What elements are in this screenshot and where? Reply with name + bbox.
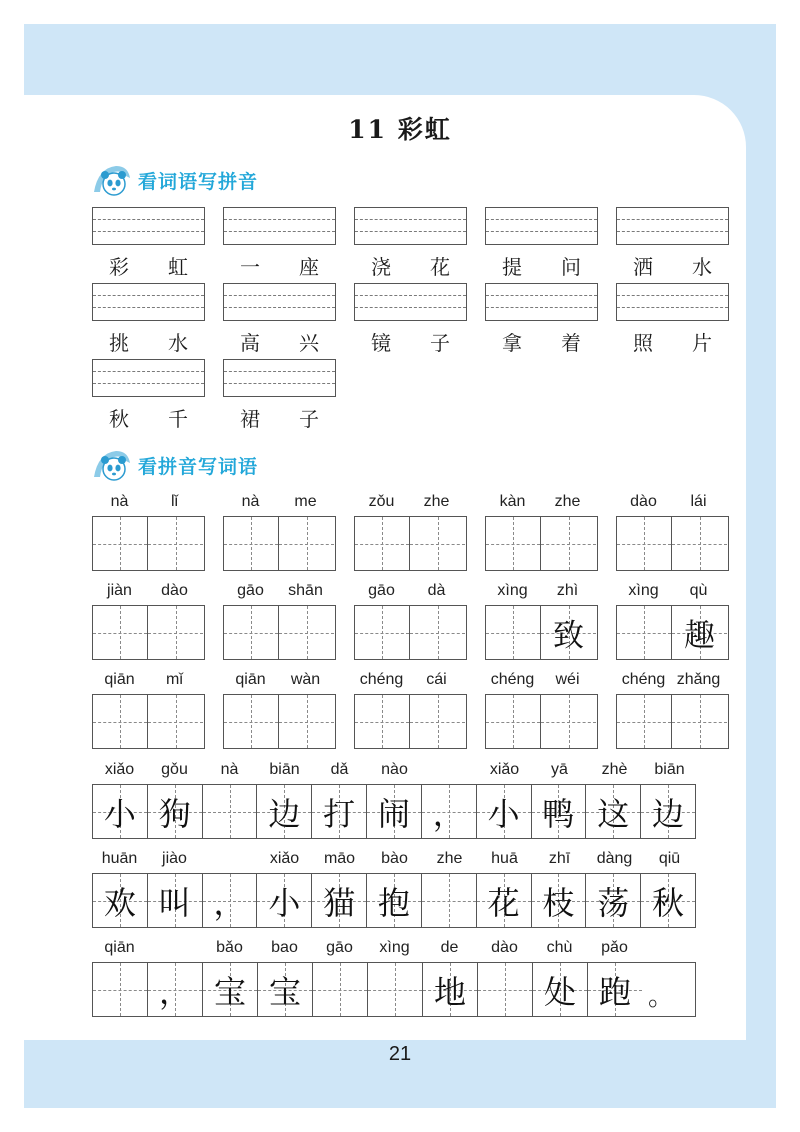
- writing-cell[interactable]: [93, 963, 148, 1016]
- pinyin-syllable: qiān: [235, 671, 266, 688]
- pinyin-syllable: gǒu: [161, 761, 188, 778]
- writing-cell[interactable]: [148, 517, 203, 570]
- given-character: [93, 963, 147, 1016]
- writing-cell[interactable]: [313, 963, 368, 1016]
- writing-cell[interactable]: [312, 874, 367, 927]
- word-writing-grid: [354, 605, 467, 660]
- pinyin-syllable: dà: [427, 582, 446, 599]
- word-character: 浇: [371, 255, 391, 279]
- writing-cell[interactable]: [203, 785, 258, 838]
- sentence-end-mark: 。: [648, 982, 675, 1012]
- pinyin-syllable: gāo: [326, 939, 353, 956]
- writing-cell[interactable]: [541, 606, 596, 659]
- pinyin-syllable: de: [440, 939, 459, 956]
- word-character: 秋: [109, 407, 129, 431]
- given-character: 闹: [377, 794, 410, 833]
- pinyin-syllable: zǒu: [368, 493, 395, 510]
- writing-cell[interactable]: [672, 606, 727, 659]
- word-writing-grid: [92, 516, 205, 571]
- writing-cell[interactable]: [617, 517, 672, 570]
- writing-cell[interactable]: [586, 785, 641, 838]
- pinyin-syllable: nà: [241, 493, 260, 510]
- given-character: [368, 963, 422, 1016]
- given-character: [224, 517, 278, 570]
- word-character: 洒: [633, 255, 653, 279]
- given-character: 猫: [323, 883, 356, 922]
- given-character: 处: [543, 972, 576, 1011]
- pinyin-syllable: wéi: [555, 671, 580, 688]
- sentence-writing-grid: [92, 962, 696, 1017]
- section-label: 看拼音写词语: [138, 455, 259, 478]
- writing-cell[interactable]: [224, 517, 279, 570]
- writing-cell[interactable]: [617, 606, 672, 659]
- writing-cell[interactable]: [148, 963, 203, 1016]
- writing-cell[interactable]: [410, 517, 465, 570]
- word-character: 子: [299, 407, 319, 431]
- writing-cell[interactable]: [257, 874, 312, 927]
- pinyin-syllable: qù: [689, 582, 708, 599]
- writing-cell[interactable]: [410, 606, 465, 659]
- writing-cell[interactable]: [279, 695, 334, 748]
- writing-cell[interactable]: [258, 963, 313, 1016]
- pinyin-answer-box[interactable]: [354, 207, 467, 245]
- pinyin-syllable: nà: [220, 761, 239, 778]
- pinyin-syllable: me: [294, 493, 317, 510]
- pinyin-syllable: qiū: [658, 850, 681, 867]
- given-character: [93, 517, 147, 570]
- word-writing-grid: [616, 516, 729, 571]
- panda-icon: [92, 162, 132, 198]
- word-character: 兴: [299, 331, 319, 355]
- given-character: 打: [323, 794, 356, 833]
- writing-cell[interactable]: [203, 874, 258, 927]
- given-character: 小: [103, 794, 136, 833]
- writing-cell[interactable]: [279, 517, 334, 570]
- pinyin-syllable: xiǎo: [489, 761, 520, 778]
- writing-cell[interactable]: [586, 874, 641, 927]
- pinyin-answer-box[interactable]: [92, 207, 205, 245]
- word-writing-grid: [92, 694, 205, 749]
- pinyin-syllable: dào: [630, 493, 657, 510]
- given-character: ，: [432, 794, 465, 833]
- writing-cell[interactable]: [477, 874, 532, 927]
- given-character: [410, 695, 465, 748]
- given-character: [672, 695, 727, 748]
- word-character: 彩: [109, 255, 129, 279]
- word-character: 裙: [240, 407, 260, 431]
- writing-cell[interactable]: [422, 785, 477, 838]
- writing-cell[interactable]: [367, 874, 422, 927]
- word-character: 着: [561, 331, 581, 355]
- given-character: [486, 517, 540, 570]
- given-character: [672, 517, 727, 570]
- word-character: 问: [561, 255, 581, 279]
- word-character: 座: [299, 255, 319, 279]
- pinyin-syllable: dào: [491, 939, 518, 956]
- given-character: [422, 874, 476, 927]
- pinyin-syllable: shān: [288, 582, 323, 599]
- given-character: [93, 606, 147, 659]
- pinyin-answer-box[interactable]: [92, 283, 205, 321]
- pinyin-syllable: zhè: [601, 761, 628, 778]
- writing-cell[interactable]: [541, 695, 596, 748]
- given-character: [410, 606, 465, 659]
- given-character: 致: [553, 618, 584, 654]
- word-character: 一: [240, 255, 260, 279]
- word-writing-grid: [223, 516, 336, 571]
- given-character: ，: [158, 972, 191, 1011]
- section-header-write-words: [92, 445, 258, 485]
- word-character: 千: [168, 407, 188, 431]
- given-character: 狗: [158, 794, 191, 833]
- word-writing-grid: [223, 605, 336, 660]
- given-character: [148, 517, 203, 570]
- word-character: 虹: [168, 255, 188, 279]
- writing-cell[interactable]: [410, 695, 465, 748]
- writing-cell[interactable]: [224, 606, 279, 659]
- writing-cell[interactable]: [93, 606, 148, 659]
- writing-cell[interactable]: [486, 606, 541, 659]
- writing-cell[interactable]: [532, 785, 587, 838]
- writing-cell[interactable]: [368, 963, 423, 1016]
- given-character: [486, 695, 540, 748]
- pinyin-syllable: xiǎo: [104, 761, 135, 778]
- writing-cell[interactable]: [148, 695, 203, 748]
- given-character: [93, 695, 147, 748]
- writing-cell[interactable]: [477, 785, 532, 838]
- word-character: 子: [430, 331, 450, 355]
- word-character: 花: [430, 255, 450, 279]
- writing-cell[interactable]: [93, 785, 148, 838]
- given-character: 秋: [652, 883, 685, 922]
- writing-cell[interactable]: [641, 874, 695, 927]
- word-character: 照: [633, 331, 653, 355]
- pinyin-syllable: zhī: [548, 850, 571, 867]
- writing-cell[interactable]: [486, 695, 541, 748]
- pinyin-syllable: bǎo: [216, 939, 243, 956]
- given-character: [617, 695, 671, 748]
- given-character: 叫: [158, 883, 191, 922]
- given-character: [224, 606, 278, 659]
- pinyin-answer-box[interactable]: [223, 359, 336, 397]
- given-character: [617, 606, 671, 659]
- writing-cell[interactable]: [641, 785, 695, 838]
- pinyin-syllable: huān: [101, 850, 138, 867]
- pinyin-syllable: huā: [491, 850, 518, 867]
- pinyin-syllable: nào: [381, 761, 408, 778]
- pinyin-syllable: dàng: [596, 850, 633, 867]
- given-character: 欢: [103, 883, 136, 922]
- pinyin-syllable: zhe: [423, 493, 450, 510]
- pinyin-syllable: cái: [426, 671, 447, 688]
- given-character: [313, 963, 367, 1016]
- word-writing-grid: [485, 694, 598, 749]
- pinyin-answer-box[interactable]: [485, 283, 598, 321]
- word-writing-grid: [485, 516, 598, 571]
- writing-cell[interactable]: [541, 517, 596, 570]
- word-writing-grid: [92, 605, 205, 660]
- pinyin-syllable: bào: [381, 850, 408, 867]
- given-character: [486, 606, 540, 659]
- pinyin-syllable: lǐ: [170, 493, 179, 510]
- word-character: 片: [692, 331, 712, 355]
- pinyin-syllable: zhǎng: [676, 671, 721, 688]
- word-writing-grid: [616, 694, 729, 749]
- given-character: [279, 695, 334, 748]
- writing-cell[interactable]: [93, 517, 148, 570]
- pinyin-syllable: yā: [551, 761, 568, 778]
- writing-cell[interactable]: [617, 695, 672, 748]
- pinyin-syllable: dǎ: [330, 761, 349, 778]
- pinyin-syllable: zhe: [436, 850, 463, 867]
- given-character: [478, 963, 532, 1016]
- writing-cell[interactable]: [672, 517, 727, 570]
- writing-cell[interactable]: [224, 695, 279, 748]
- given-character: [279, 606, 334, 659]
- word-writing-grid: [354, 516, 467, 571]
- word-character: 水: [692, 255, 712, 279]
- pinyin-syllable: chù: [546, 939, 573, 956]
- word-character: 提: [502, 255, 522, 279]
- section-label: 看词语写拼音: [138, 170, 259, 193]
- pinyin-answer-box[interactable]: [354, 283, 467, 321]
- word-character: 高: [240, 331, 260, 355]
- sentence-writing-grid: [92, 873, 696, 928]
- pinyin-syllable: chéng: [490, 671, 535, 688]
- given-character: [541, 695, 596, 748]
- given-character: 荡: [597, 883, 630, 922]
- pinyin-answer-box[interactable]: [92, 359, 205, 397]
- given-character: 宝: [268, 972, 301, 1011]
- writing-cell[interactable]: [203, 963, 258, 1016]
- given-character: [617, 517, 671, 570]
- given-character: 边: [268, 794, 301, 833]
- writing-cell[interactable]: [279, 606, 334, 659]
- pinyin-syllable: dào: [161, 582, 188, 599]
- writing-cell[interactable]: [148, 785, 203, 838]
- writing-cell[interactable]: [148, 606, 203, 659]
- pinyin-syllable: jiào: [162, 850, 187, 867]
- given-character: 趣: [684, 618, 715, 654]
- word-writing-grid: [354, 694, 467, 749]
- given-character: 小: [487, 794, 520, 833]
- pinyin-syllable: nà: [110, 493, 129, 510]
- writing-cell[interactable]: [672, 695, 727, 748]
- pinyin-syllable: wàn: [290, 671, 321, 688]
- pinyin-syllable: xiǎo: [269, 850, 300, 867]
- writing-cell[interactable]: [422, 874, 477, 927]
- pinyin-syllable: zhì: [556, 582, 579, 599]
- section-header-write-pinyin: [92, 160, 258, 200]
- given-character: [224, 695, 278, 748]
- word-character: 拿: [502, 331, 522, 355]
- pinyin-answer-box[interactable]: [223, 283, 336, 321]
- pinyin-answer-box[interactable]: [485, 207, 598, 245]
- writing-cell[interactable]: [532, 874, 587, 927]
- word-character: 水: [168, 331, 188, 355]
- given-character: 枝: [542, 883, 575, 922]
- pinyin-syllable: māo: [323, 850, 356, 867]
- word-character: 挑: [109, 331, 129, 355]
- given-character: 边: [652, 794, 685, 833]
- writing-cell[interactable]: [93, 695, 148, 748]
- pinyin-syllable: bao: [271, 939, 298, 956]
- writing-cell[interactable]: [355, 606, 410, 659]
- pinyin-answer-box[interactable]: [616, 207, 729, 245]
- panda-icon: [92, 447, 132, 483]
- given-character: 跑: [598, 972, 631, 1011]
- sentence-writing-grid: [92, 784, 696, 839]
- writing-cell[interactable]: [478, 963, 533, 1016]
- pinyin-answer-box[interactable]: [616, 283, 729, 321]
- pinyin-syllable: xìng: [628, 582, 659, 599]
- given-character: 鸭: [542, 794, 575, 833]
- given-character: 这: [597, 794, 630, 833]
- pinyin-syllable: pǎo: [601, 939, 628, 956]
- pinyin-syllable: xìng: [379, 939, 410, 956]
- given-character: [355, 606, 409, 659]
- pinyin-syllable: zhe: [554, 493, 581, 510]
- writing-cell[interactable]: [355, 695, 410, 748]
- pinyin-syllable: xìng: [497, 582, 528, 599]
- pinyin-syllable: kàn: [499, 493, 526, 510]
- writing-cell[interactable]: [312, 785, 367, 838]
- pinyin-syllable: gāo: [237, 582, 264, 599]
- given-character: 宝: [213, 972, 246, 1011]
- given-character: [148, 606, 203, 659]
- pinyin-syllable: mǐ: [166, 671, 183, 688]
- given-character: [279, 517, 334, 570]
- word-writing-grid: [616, 605, 729, 660]
- given-character: [410, 517, 465, 570]
- given-character: [355, 695, 409, 748]
- page-number: 21: [388, 1043, 412, 1065]
- writing-cell[interactable]: [148, 874, 203, 927]
- given-character: [355, 517, 409, 570]
- given-character: [203, 785, 257, 838]
- pinyin-syllable: biān: [654, 761, 685, 778]
- pinyin-syllable: chéng: [359, 671, 404, 688]
- writing-cell[interactable]: [367, 785, 422, 838]
- given-character: 地: [433, 972, 466, 1011]
- pinyin-syllable: chéng: [621, 671, 666, 688]
- writing-cell[interactable]: [588, 963, 642, 1016]
- pinyin-syllable: gāo: [368, 582, 395, 599]
- given-character: 小: [268, 883, 301, 922]
- writing-cell[interactable]: [355, 517, 410, 570]
- writing-cell[interactable]: [257, 785, 312, 838]
- given-character: [541, 517, 596, 570]
- pinyin-syllable: biān: [269, 761, 300, 778]
- pinyin-syllable: qiān: [104, 671, 135, 688]
- pinyin-syllable: jiàn: [107, 582, 132, 599]
- word-character: 镜: [371, 331, 391, 355]
- page-title: 11 彩虹: [348, 115, 452, 144]
- given-character: 抱: [377, 883, 410, 922]
- word-writing-grid: [485, 605, 598, 660]
- writing-cell[interactable]: [533, 963, 588, 1016]
- pinyin-syllable: qiān: [104, 939, 135, 956]
- given-character: [148, 695, 203, 748]
- writing-cell[interactable]: [423, 963, 478, 1016]
- word-writing-grid: [223, 694, 336, 749]
- pinyin-syllable: lái: [690, 493, 707, 510]
- pinyin-answer-box[interactable]: [223, 207, 336, 245]
- writing-cell[interactable]: [93, 874, 148, 927]
- writing-cell[interactable]: [486, 517, 541, 570]
- given-character: 花: [487, 883, 520, 922]
- given-character: ，: [213, 883, 246, 922]
